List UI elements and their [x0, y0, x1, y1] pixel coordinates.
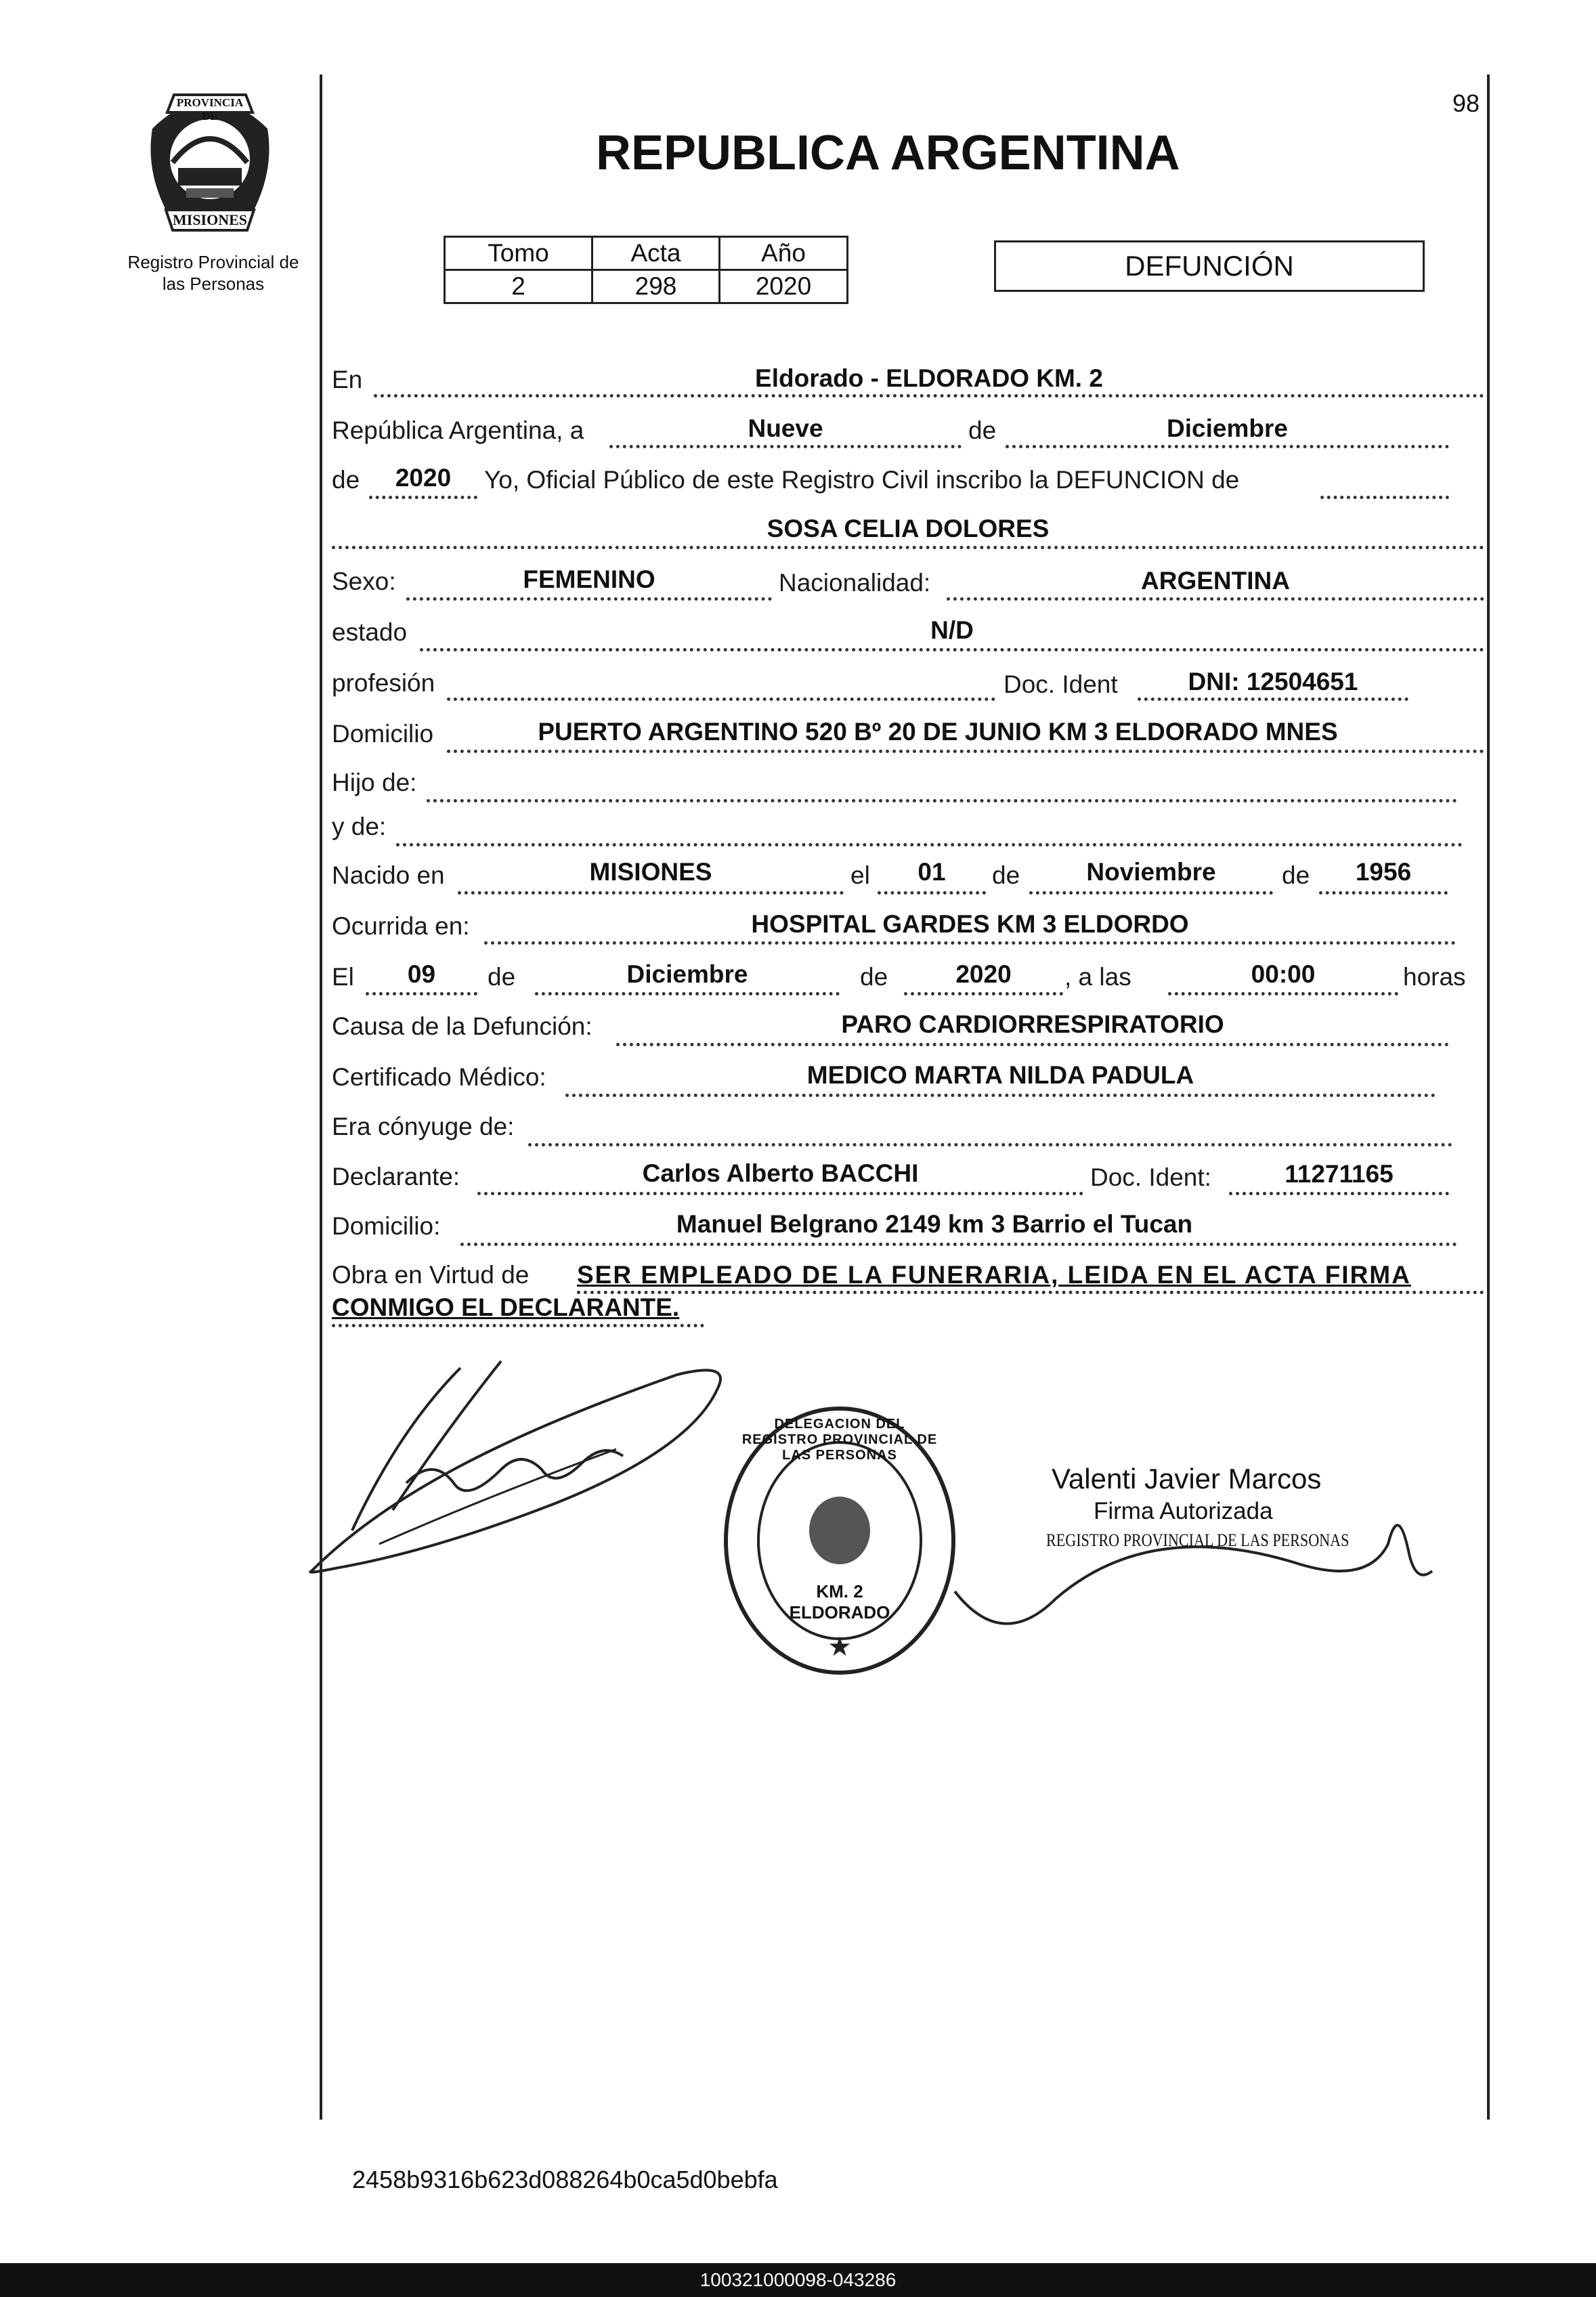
decl-domicilio-value: Manuel Belgrano 2149 km 3 Barrio el Tucan [676, 1210, 1193, 1238]
obra-value-line2: CONMIGO EL DECLARANTE. [332, 1293, 680, 1321]
el-label: el [850, 861, 870, 889]
death-month: Diciembre [626, 960, 748, 988]
domicilio-label: Domicilio [332, 720, 434, 748]
official-institution: REGISTRO PROVINCIAL DE LAS PERSONAS [1046, 1530, 1350, 1550]
domicilio-value: PUERTO ARGENTINO 520 Bº 20 DE JUNIO KM 3 ELDORADO MNES [538, 718, 1338, 746]
document-hash: 2458b9316b623d088264b0ca5d0bebfa [352, 2166, 778, 2193]
footer-bar [0, 2263, 1596, 2297]
register-table-header: Acta [592, 237, 720, 270]
official-name: Valenti Javier Marcos [1052, 1463, 1322, 1495]
death-day-dotted-line [366, 992, 477, 995]
hijo-dotted-line [427, 799, 1457, 802]
svg-text:★: ★ [827, 1632, 852, 1662]
registry-stamp [714, 1395, 965, 1686]
register-table-cell: 298 [592, 270, 720, 303]
death-year-dotted-line [904, 992, 1063, 995]
el-cap-label: El [332, 963, 354, 991]
declarant-signature [298, 1348, 738, 1585]
birth-day: 01 [918, 858, 946, 886]
certificado-label: Certificado Médico: [332, 1063, 546, 1091]
birth-month-dotted-line [1029, 891, 1273, 895]
decl-doc-dotted-line [1229, 1192, 1449, 1195]
decl-domicilio-dotted-line [460, 1243, 1457, 1246]
death-year: 2020 [955, 960, 1012, 988]
deceased-name: SOSA CELIA DOLORES [767, 515, 1050, 542]
causa-value: PARO CARDIORRESPIRATORIO [841, 1010, 1224, 1038]
register-table-cell: 2020 [720, 270, 848, 303]
decl-doc-value: 11271165 [1285, 1160, 1394, 1188]
de-label: de [968, 416, 997, 444]
birth-year-de-label: de [1282, 861, 1310, 889]
estado-label: estado [332, 618, 408, 646]
causa-dotted-line [616, 1043, 1449, 1046]
death-time: 00:00 [1251, 960, 1316, 988]
record-type-box [994, 240, 1425, 292]
nacido-label: Nacido en [332, 861, 445, 889]
death-year-de-label: de [860, 963, 888, 991]
obra-dotted-line1 [577, 1291, 1484, 1294]
nacionalidad-dotted-line [947, 597, 1484, 601]
register-table-header: Tomo [445, 237, 592, 270]
year-dotted-line [369, 496, 477, 499]
obra-value-line1: SER EMPLEADO DE LA FUNERARIA, LEIDA EN EL ACTA FIRMA [577, 1261, 1411, 1289]
yde-dotted-line [396, 843, 1463, 846]
nacionalidad-value: ARGENTINA [1141, 567, 1290, 595]
profesion-dotted-line [447, 697, 995, 701]
doc-ident-dotted-line [1138, 697, 1408, 701]
month-dotted-line [1006, 445, 1449, 448]
register-table-header: Año [720, 237, 848, 270]
death-de-label: de [488, 963, 516, 991]
nacido-dotted-line [458, 891, 844, 895]
death-day: 09 [407, 960, 436, 988]
decl-doc-label: Doc. Ident: [1090, 1163, 1211, 1191]
doc-ident-label: Doc. Ident [1004, 670, 1118, 698]
hijo-label: Hijo de: [332, 769, 417, 796]
en-label: En [332, 366, 363, 393]
de-year-label: de [332, 466, 360, 494]
estado-value: N/D [930, 616, 974, 644]
register-table-header-row [445, 237, 848, 270]
registry-name-line1: Registro Provincial de [127, 252, 299, 272]
year-value: 2020 [395, 464, 452, 492]
left-border-line [320, 74, 322, 2120]
stamp-inner-text: KM. 2 ELDORADO [789, 1581, 890, 1623]
record-type-label: DEFUNCIÓN [1125, 250, 1294, 282]
register-table [444, 236, 848, 304]
ocurrida-dotted-line [484, 941, 1456, 945]
crest-bottom-text: MISIONES [173, 211, 248, 228]
day-dotted-line [609, 445, 962, 448]
sexo-dotted-line [406, 597, 772, 601]
nacido-value: MISIONES [589, 858, 712, 886]
death-month-dotted-line [535, 992, 840, 995]
registry-name-line2: las Personas [162, 274, 265, 294]
register-table-cell: 2 [445, 270, 592, 303]
crest-top-text: PROVINCIA DE [176, 96, 244, 123]
birth-month: Noviembre [1086, 858, 1216, 886]
causa-label: Causa de la Defunción: [332, 1012, 592, 1040]
en-dotted-line [374, 394, 1484, 398]
a-las-label: , a las [1064, 963, 1131, 991]
en-value: Eldorado - ELDORADO KM. 2 [755, 364, 1103, 392]
domicilio-dotted-line [447, 750, 1484, 753]
conyuge-label: Era cónyuge de: [332, 1113, 515, 1140]
footer-code: 100321000098-043286 [699, 2269, 897, 2290]
republica-label: República Argentina, a [332, 416, 584, 444]
right-border-line [1487, 74, 1490, 2120]
yo-trailing-dotted-line [1320, 496, 1449, 499]
conyuge-dotted-line [528, 1143, 1452, 1146]
birth-day-dotted-line [878, 891, 986, 895]
obra-label: Obra en Virtud de [332, 1261, 530, 1289]
sexo-value: FEMENINO [523, 565, 655, 593]
register-table-value-row [445, 270, 848, 303]
month-value: Diciembre [1167, 414, 1288, 442]
horas-label: horas [1403, 963, 1466, 991]
estado-dotted-line [420, 648, 1484, 651]
stamp-ring-text: DELEGACION DEL REGISTRO PROVINCIAL DE LAS PERSONAS [741, 1417, 938, 1463]
province-crest-logo [139, 88, 281, 237]
page-number: 98 [1452, 89, 1480, 117]
yde-label: y de: [332, 813, 387, 840]
declarante-value: Carlos Alberto BACCHI [642, 1159, 919, 1187]
decl-domicilio-label: Domicilio: [332, 1212, 441, 1240]
deceased-dotted-line [332, 546, 1484, 549]
birth-de-label: de [992, 861, 1020, 889]
doc-ident-value: DNI: 12504651 [1188, 668, 1358, 695]
certificado-dotted-line [565, 1094, 1436, 1097]
day-value: Nueve [748, 414, 823, 442]
country-title: REPUBLICA ARGENTINA [596, 126, 1180, 180]
profesion-label: profesión [332, 669, 435, 697]
declarante-dotted-line [477, 1192, 1083, 1195]
yo-statement: Yo, Oficial Público de este Registro Civil inscribo la DEFUNCION de [484, 466, 1240, 494]
ocurrida-label: Ocurrida en: [332, 912, 470, 940]
death-time-dotted-line [1168, 992, 1398, 995]
birth-year-dotted-line [1319, 891, 1448, 895]
certificado-value: MEDICO MARTA NILDA PADULA [806, 1061, 1194, 1089]
ocurrida-value: HOSPITAL GARDES KM 3 ELDORDO [751, 910, 1189, 938]
official-title: Firma Autorizada [1094, 1498, 1273, 1524]
nacionalidad-label: Nacionalidad: [779, 569, 931, 597]
birth-year: 1956 [1355, 858, 1412, 886]
obra-dotted-line2 [332, 1324, 704, 1327]
declarante-label: Declarante: [332, 1163, 460, 1190]
sexo-label: Sexo: [332, 567, 396, 595]
